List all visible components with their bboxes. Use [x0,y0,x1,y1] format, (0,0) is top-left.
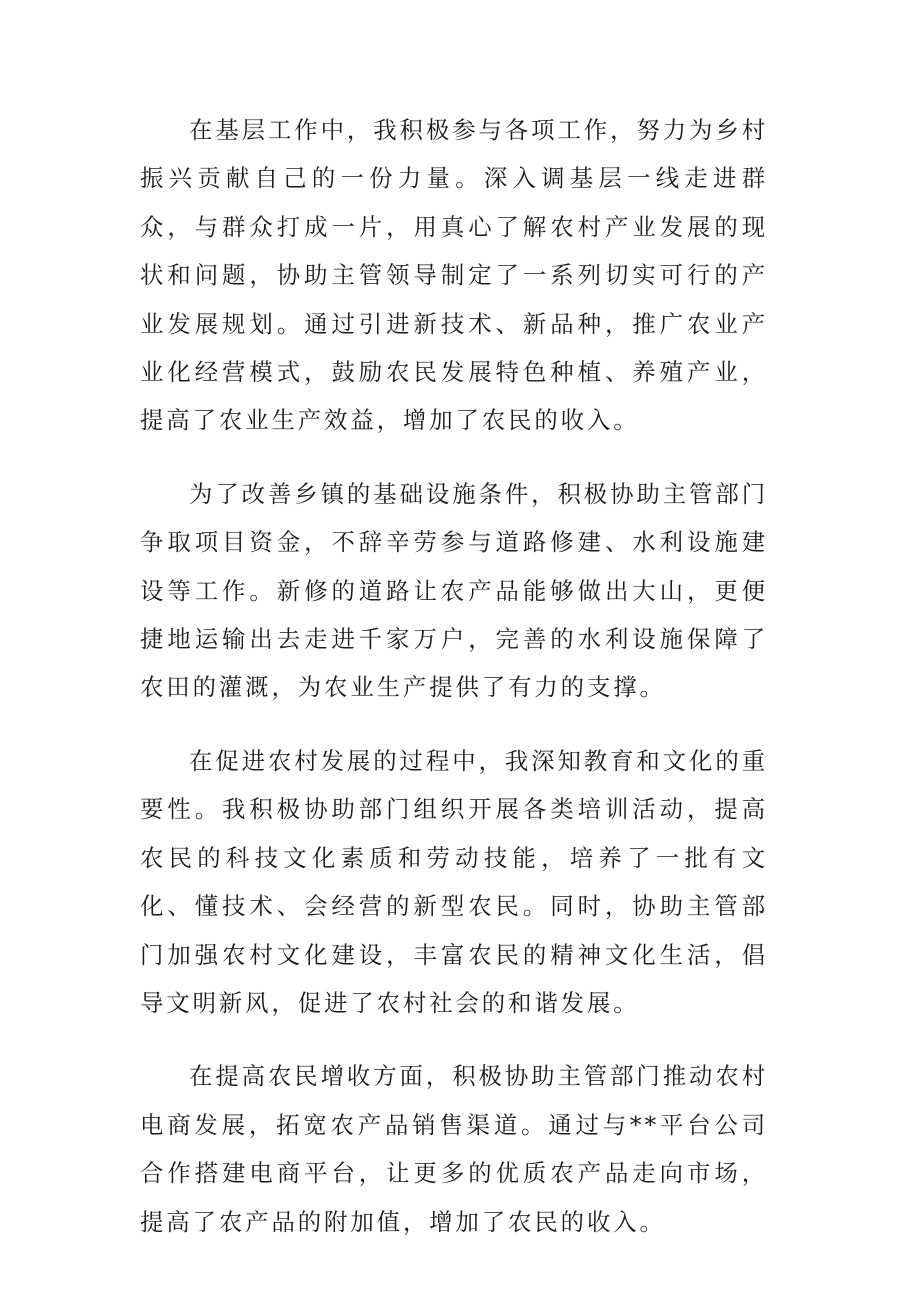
paragraph-2: 为了改善乡镇的基础设施条件，积极协助主管部门争取项目资金，不辞辛劳参与道路修建、水利设施建设等工作。新修的道路让农产品能够做出大山，更便捷地运输出去走进千家万户，完善的水利设施保障了农田的灌溉，为农业生产提供了有力的支撑。 [140,479,768,702]
document-body [140,106,768,1271]
paragraph-3: 在促进农村发展的过程中，我深知教育和文化的重要性。我积极协助部门组织开展各类培训活动，提高农民的科技文化素质和劳动技能，培养了一批有文化、懂技术、会经营的新型农民。同时，协助主管部门加强农村文化建设，丰富农民的精神文化生活，倡导文明新风，促进了农村社会的和谐发展。 [140,746,768,1017]
paragraph-1: 在基层工作中，我积极参与各项工作，努力为乡村振兴贡献自己的一份力量。深入调基层一线走进群众，与群众打成一片，用真心了解农村产业发展的现状和问题，协助主管领导制定了一系列切实可行的产业发展规划。通过引进新技术、新品种，推广农业产业化经营模式，鼓励农民发展特色种植、养殖产业，提高了农业生产效益，增加了农民的收入。 [140,116,768,435]
paragraph-4: 在提高农民增收方面，积极协助主管部门推动农村电商发展，拓宽农产品销售渠道。通过与**平台公司合作搭建电商平台，让更多的优质农产品走向市场，提高了农产品的附加值，增加了农民的收入。 [140,1062,768,1236]
